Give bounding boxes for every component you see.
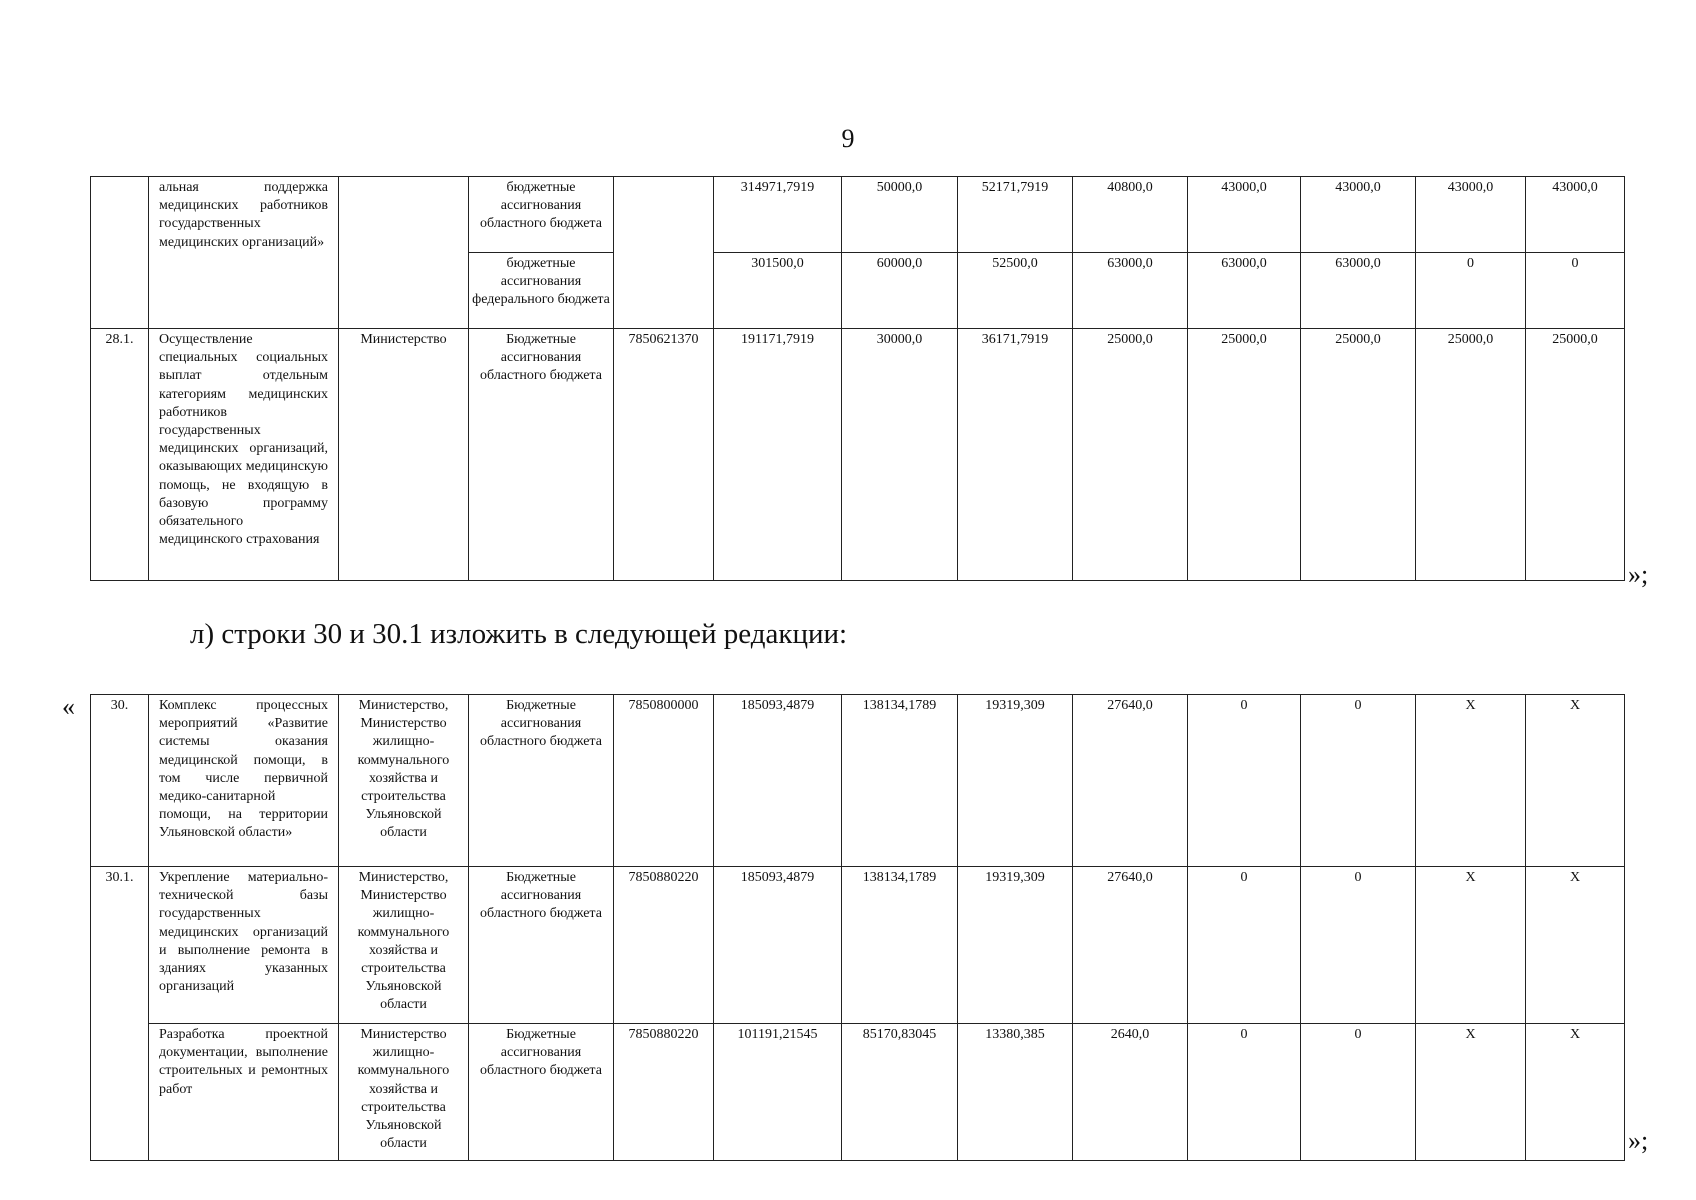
amount-cell: Х (1416, 1024, 1526, 1161)
amount-cell: Х (1416, 867, 1526, 1024)
amount-cell: 52500,0 (958, 253, 1073, 329)
amount-cell: 19319,309 (958, 867, 1073, 1024)
amount-cell: 0 (1416, 253, 1526, 329)
amount-cell: 25000,0 (1416, 329, 1526, 581)
table-row (91, 329, 1625, 581)
amount-cell: 52171,7919 (958, 177, 1073, 253)
row-description: альная поддержка медицинских работников государственных медицинских организаций» (149, 177, 339, 329)
budget-code: 7850800000 (614, 695, 714, 867)
page-number: 9 (841, 124, 855, 153)
row-number: 28.1. (91, 329, 149, 581)
amount-cell: 25000,0 (1188, 329, 1301, 581)
amount-cell: Х (1416, 695, 1526, 867)
row-responsible: Министерство жилищно-коммунального хозяйства и строительства Ульяновской области (339, 1024, 469, 1161)
amount-cell: 0 (1301, 867, 1416, 1024)
amount-cell: 13380,385 (958, 1024, 1073, 1161)
row-responsible: Министерство, Министерство жилищно-коммунального хозяйства и строительства Ульяновской области (339, 695, 469, 867)
funding-source: Бюджетные ассигнования областного бюджета (469, 329, 614, 581)
row-description: Комплекс процессных мероприятий «Развитие системы оказания медицинской помощи, в том числе первичной медико-санитарной помощи, на территории Ульяновской области» (149, 695, 339, 867)
budget-code: 7850621370 (614, 329, 714, 581)
funding-source: Бюджетные ассигнования областного бюджета (469, 695, 614, 867)
amount-cell: 50000,0 (842, 177, 958, 253)
closing-quote: »; (1628, 1126, 1649, 1155)
amount-cell: 43000,0 (1526, 177, 1625, 253)
row-responsible (339, 177, 469, 329)
amount-cell: 19319,309 (958, 695, 1073, 867)
amount-cell: 185093,4879 (714, 867, 842, 1024)
table-row (91, 1024, 1625, 1161)
table-row (91, 867, 1625, 1024)
amount-cell: 101191,21545 (714, 1024, 842, 1161)
amount-cell: 25000,0 (1301, 329, 1416, 581)
amount-cell: 43000,0 (1188, 177, 1301, 253)
amount-cell: 314971,7919 (714, 177, 842, 253)
amount-cell: 43000,0 (1416, 177, 1526, 253)
row-number (91, 177, 149, 329)
amount-cell: 85170,83045 (842, 1024, 958, 1161)
amount-cell: 25000,0 (1073, 329, 1188, 581)
closing-quote: »; (1628, 560, 1649, 589)
funding-source: бюджетные ассигнования федерального бюджета (469, 253, 614, 329)
table-row (91, 177, 1625, 253)
row-description: Осуществление специальных социальных выплат отдельным категориям медицинских работников государственных медицинских организаций, оказывающих медицинскую помощь, не входящую в базовую программу обязательного медицинского страхования (149, 329, 339, 581)
funding-source: Бюджетные ассигнования областного бюджета (469, 867, 614, 1024)
budget-code: 7850880220 (614, 1024, 714, 1161)
amount-cell: 40800,0 (1073, 177, 1188, 253)
row-description: Укрепление материально-технической базы государственных медицинских организаций и выполнение ремонта в зданиях указанных организаций (149, 867, 339, 1024)
amount-cell: 63000,0 (1301, 253, 1416, 329)
funding-source: Бюджетные ассигнования областного бюджета (469, 1024, 614, 1161)
budget-code (614, 177, 714, 329)
budget-table-continuation (90, 176, 1625, 581)
row-responsible: Министерство (339, 329, 469, 581)
amount-cell: 63000,0 (1188, 253, 1301, 329)
amount-cell: 185093,4879 (714, 695, 842, 867)
amount-cell: Х (1526, 1024, 1625, 1161)
row-description: Разработка проектной документации, выполнение строительных и ремонтных работ (149, 1024, 339, 1161)
table-row (91, 695, 1625, 867)
amount-cell: 0 (1526, 253, 1625, 329)
amount-cell: 43000,0 (1301, 177, 1416, 253)
amount-cell: 0 (1188, 695, 1301, 867)
amount-cell: 138134,1789 (842, 695, 958, 867)
funding-source: бюджетные ассигнования областного бюджета (469, 177, 614, 253)
amount-cell: Х (1526, 867, 1625, 1024)
section-heading: л) строки 30 и 30.1 изложить в следующей редакции: (190, 618, 848, 650)
amount-cell: 301500,0 (714, 253, 842, 329)
amount-cell: 63000,0 (1073, 253, 1188, 329)
amount-cell: Х (1526, 695, 1625, 867)
amount-cell: 27640,0 (1073, 695, 1188, 867)
amount-cell: 0 (1188, 1024, 1301, 1161)
amount-cell: 36171,7919 (958, 329, 1073, 581)
amount-cell: 138134,1789 (842, 867, 958, 1024)
row-number: 30.1. (91, 867, 149, 1161)
opening-quote: « (62, 692, 75, 721)
amount-cell: 60000,0 (842, 253, 958, 329)
row-number: 30. (91, 695, 149, 867)
amount-cell: 0 (1188, 867, 1301, 1024)
budget-table-rows-30 (90, 694, 1625, 1161)
amount-cell: 0 (1301, 1024, 1416, 1161)
row-responsible: Министерство, Министерство жилищно-коммунального хозяйства и строительства Ульяновской области (339, 867, 469, 1024)
amount-cell: 191171,7919 (714, 329, 842, 581)
budget-code: 7850880220 (614, 867, 714, 1024)
amount-cell: 2640,0 (1073, 1024, 1188, 1161)
amount-cell: 0 (1301, 695, 1416, 867)
amount-cell: 25000,0 (1526, 329, 1625, 581)
amount-cell: 27640,0 (1073, 867, 1188, 1024)
amount-cell: 30000,0 (842, 329, 958, 581)
